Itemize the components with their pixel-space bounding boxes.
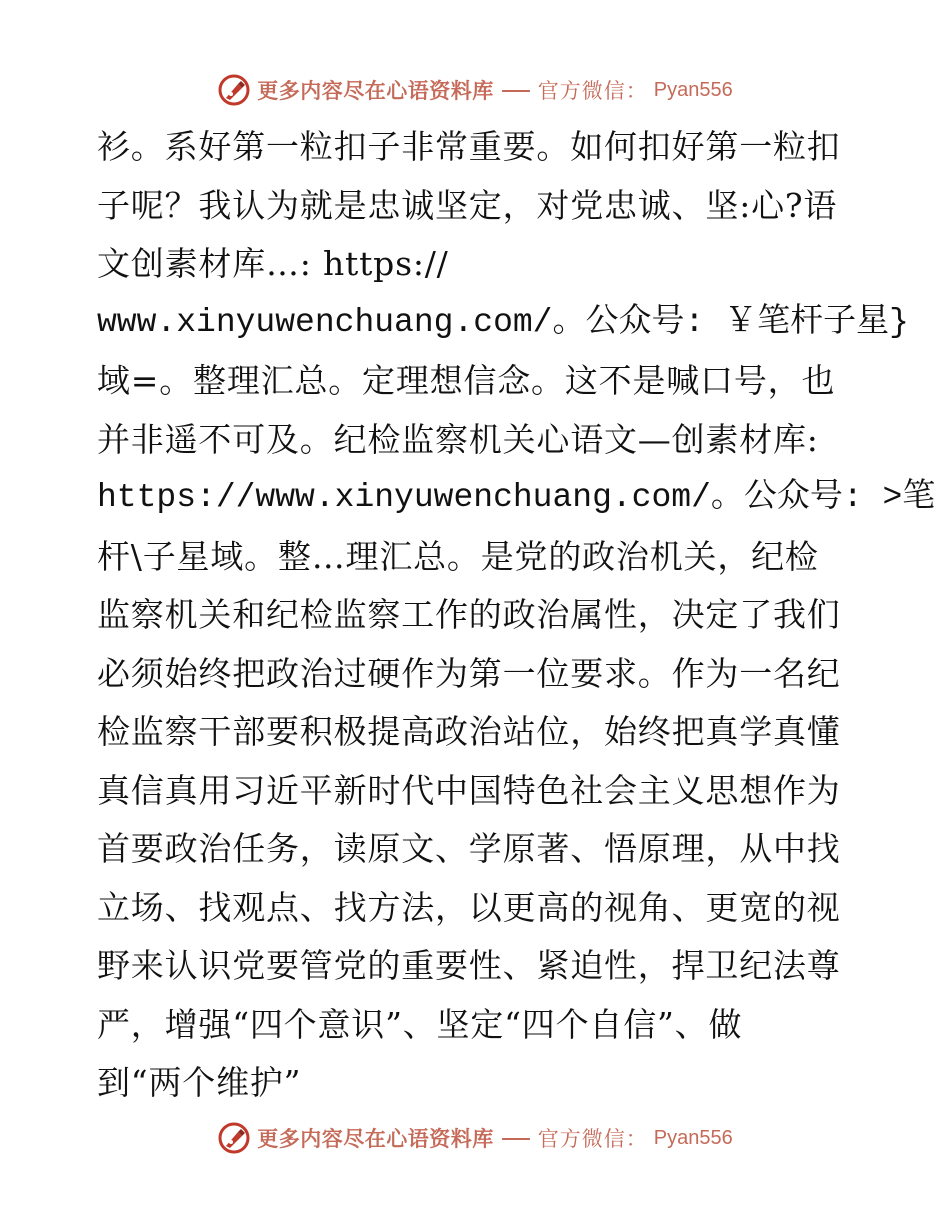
body-line: 必须始终把政治过硬作为第一位要求。作为一名纪 <box>97 653 841 693</box>
body-line: 并非遥不可及。纪检监察机关心语文—创素材库: <box>97 419 819 459</box>
body-line: 首要政治任务，读原文、学原著、悟原理，从中找 <box>97 829 841 868</box>
body-line: 衫。系好第一粒扣子非常重要。如何扣好第一粒扣 <box>97 127 841 166</box>
body-line: 子呢？我认为就是忠诚坚定，对党忠诚、坚:心?语 <box>97 185 838 225</box>
pen-nib-logo-icon <box>217 1121 251 1155</box>
banner-text: 更多内容尽在心语资料库 <box>257 1126 494 1151</box>
body-line: 杆\子星域。整…理汇总。是党的政治机关，纪检 <box>97 536 819 576</box>
body-line: https://www.xinyuwenchuang.com/。公众号: >笔 <box>97 479 936 516</box>
body-line: 到“两个维护” <box>97 1063 302 1102</box>
body-text <box>97 118 936 1113</box>
banner-contact: Pyan556 <box>653 78 733 101</box>
banner-official-label: 官方微信： <box>537 79 648 103</box>
banner-contact: Pyan556 <box>653 1126 733 1149</box>
body-line: 检监察干部要积极提高政治站位，始终把真学真懂 <box>97 712 841 751</box>
body-line: 立场、找观点、找方法，以更高的视角、更宽的视 <box>97 887 841 927</box>
body-line: 监察机关和纪检监察工作的政治属性，决定了我们 <box>97 595 841 634</box>
body-line: 真信真用习近平新时代中国特色社会主义思想作为 <box>97 770 841 810</box>
footer-banner <box>0 1118 950 1158</box>
header-banner <box>0 70 950 110</box>
body-line: 文创素材库…: https:// <box>97 244 449 283</box>
body-line: www.xinyuwenchuang.com/。公众号: ￥笔杆子星} <box>97 303 909 341</box>
banner-dash <box>502 90 530 92</box>
body-line: 严，增强“四个意识”、坚定“四个自信”、做 <box>97 1004 743 1044</box>
body-line: 野来认识党要管党的重要性、紧迫性，捍卫纪法尊 <box>97 946 841 985</box>
banner-official-label: 官方微信： <box>537 1127 648 1151</box>
pen-nib-logo-icon <box>217 73 251 107</box>
banner-text: 更多内容尽在心语资料库 <box>257 78 494 103</box>
banner-dash <box>502 1138 530 1140</box>
body-line: 域=。整理汇总。定理想信念。这不是喊口号，也 <box>97 361 836 400</box>
